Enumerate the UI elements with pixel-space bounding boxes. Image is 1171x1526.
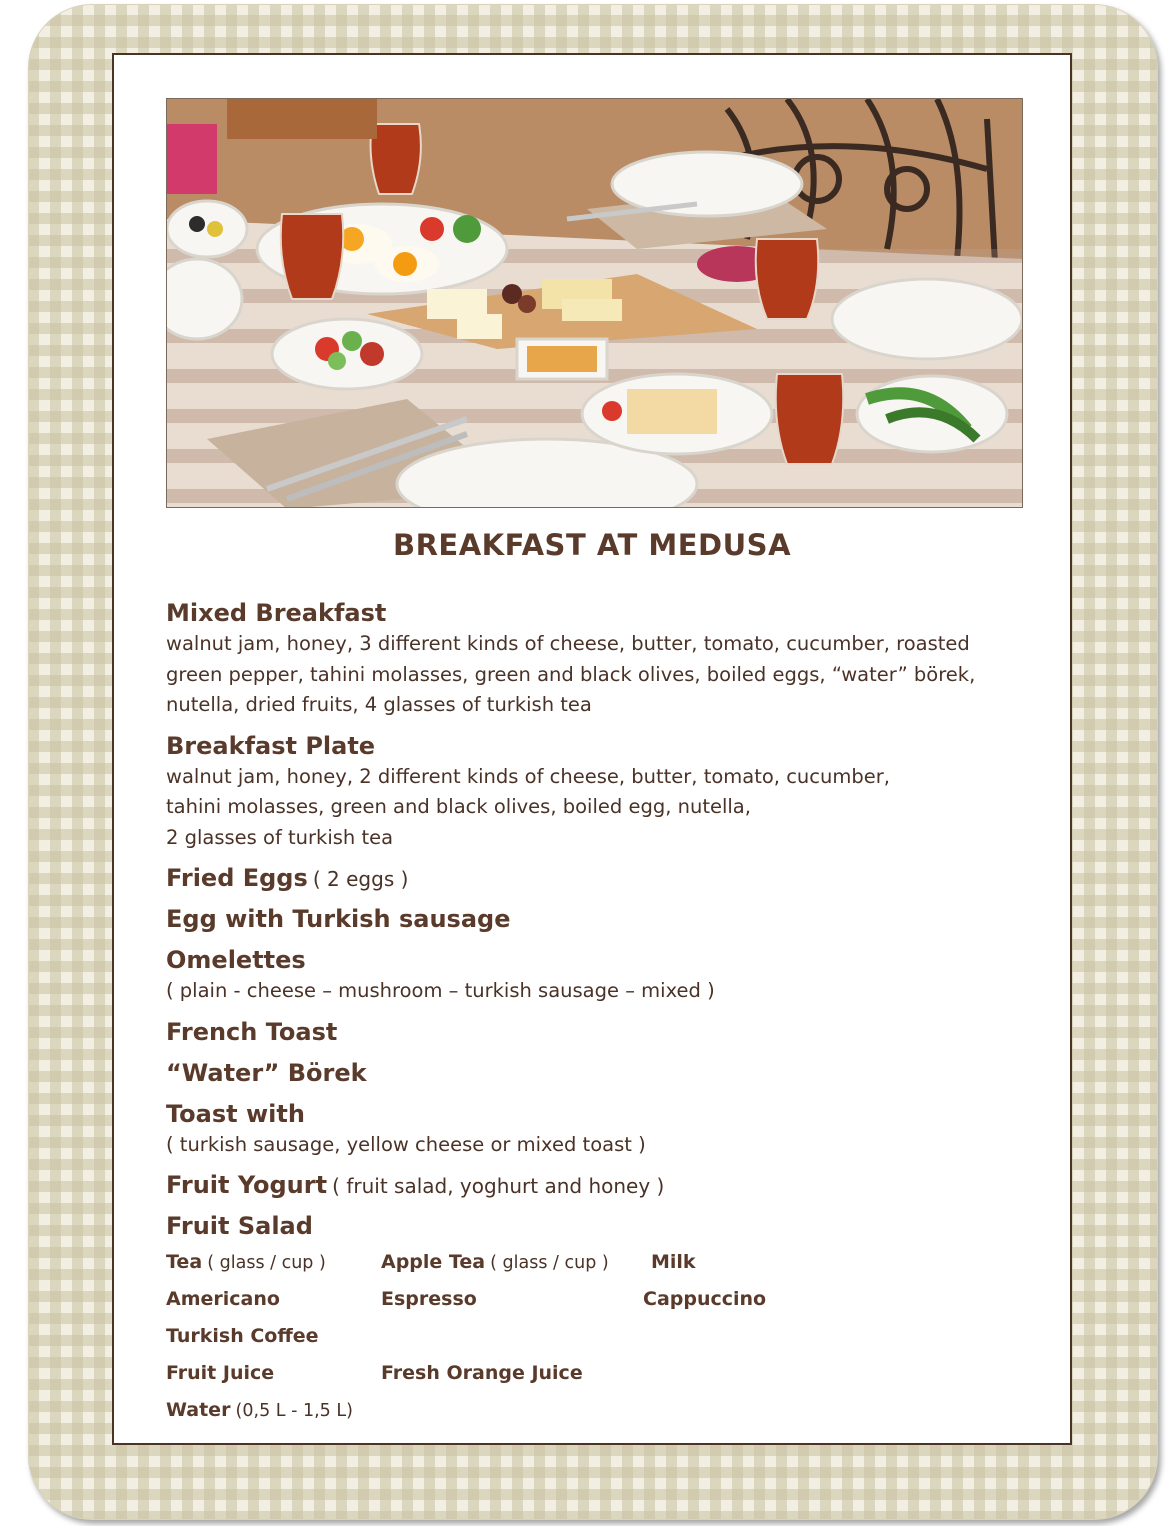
drink-milk: [651, 1251, 696, 1273]
drinks-row: [166, 1399, 1026, 1436]
menu-item-egg-with-sausage: [166, 904, 1026, 935]
menu-title: BREAKFAST AT MEDUSA: [392, 528, 792, 562]
item-note: ( fruit salad, yoghurt and honey ): [332, 1174, 665, 1198]
item-description-line: 2 glasses of turkish tea: [166, 825, 394, 849]
drink-tea: [166, 1251, 326, 1273]
drink-espresso: [381, 1288, 477, 1310]
drink-name: Tea: [166, 1251, 203, 1273]
item-description-line: walnut jam, honey, 2 different kinds of cheese, butter, tomato, cucumber,: [166, 764, 890, 788]
drink-name: Apple Tea: [381, 1251, 486, 1273]
item-name: Mixed Breakfast: [166, 599, 387, 627]
drink-name: Water: [166, 1399, 231, 1421]
menu-item-french-toast: [166, 1017, 1026, 1048]
drink-name: Turkish Coffee: [166, 1325, 319, 1347]
drink-name: Cappuccino: [643, 1288, 767, 1310]
item-description-line: ( plain - cheese – mushroom – turkish sausage – mixed ): [166, 979, 715, 1002]
menu-item-toast: [166, 1099, 1026, 1161]
item-description-line: nutella, dried fruits, 4 glasses of turkish tea: [166, 693, 592, 716]
item-name: Toast with: [166, 1099, 305, 1128]
drinks-row: [166, 1325, 1026, 1362]
drink-name: Fruit Juice: [166, 1362, 275, 1384]
drink-note: ( glass / cup ): [490, 1253, 609, 1273]
breakfast-photo-illustration: [167, 99, 1023, 508]
drink-fruit-juice: [166, 1362, 274, 1384]
drink-apple-tea: [381, 1251, 609, 1273]
drink-cappuccino: [643, 1288, 766, 1310]
drink-name: Americano: [166, 1288, 280, 1310]
food-menu-list: [166, 598, 1026, 1242]
drink-americano: [166, 1288, 280, 1310]
drink-fresh-orange-juice: [381, 1362, 583, 1384]
item-note: ( 2 eggs ): [312, 867, 409, 891]
menu-card: [112, 53, 1072, 1445]
drink-note: ( glass / cup ): [207, 1253, 326, 1273]
item-name: Breakfast Plate: [166, 731, 376, 760]
item-name: French Toast: [166, 1017, 338, 1046]
item-name: Fruit Salad: [166, 1212, 313, 1240]
drink-note: (0,5 L - 1,5 L): [235, 1401, 353, 1421]
menu-item-breakfast-plate: [166, 731, 1026, 854]
menu-item-mixed-breakfast: [166, 598, 1026, 721]
item-description-line: ( turkish sausage, yellow cheese or mixed toast ): [166, 1132, 646, 1156]
drinks-list: [166, 1251, 1026, 1436]
item-name: Omelettes: [166, 946, 306, 974]
item-name: Fried Eggs: [166, 864, 308, 892]
drinks-row: [166, 1288, 1026, 1325]
menu-item-water-borek: [166, 1058, 1026, 1089]
drink-name: Fresh Orange Juice: [381, 1362, 583, 1384]
item-name: Fruit Yogurt: [166, 1171, 328, 1199]
menu-item-omelettes: [166, 945, 1026, 1007]
item-description-line: tahini molasses, green and black olives, boiled egg, nutella,: [166, 795, 751, 818]
item-description-line: walnut jam, honey, 3 different kinds of cheese, butter, tomato, cucumber, roasted: [166, 632, 970, 655]
item-description-line: green pepper, tahini molasses, green and black olives, boiled eggs, “water” börek,: [166, 662, 976, 686]
item-name: Egg with Turkish sausage: [166, 905, 511, 933]
item-name: “Water” Börek: [166, 1058, 367, 1087]
drinks-row: [166, 1251, 1026, 1288]
drink-name: Milk: [651, 1251, 696, 1273]
drink-turkish-coffee: [166, 1325, 319, 1347]
menu-item-fried-eggs: [166, 863, 1026, 894]
drink-name: Espresso: [381, 1288, 477, 1310]
menu-item-fruit-salad: [166, 1211, 1026, 1242]
drinks-row: [166, 1362, 1026, 1399]
menu-item-fruit-yogurt: [166, 1170, 1026, 1201]
drink-water: [166, 1399, 353, 1421]
breakfast-photo: [166, 98, 1023, 508]
